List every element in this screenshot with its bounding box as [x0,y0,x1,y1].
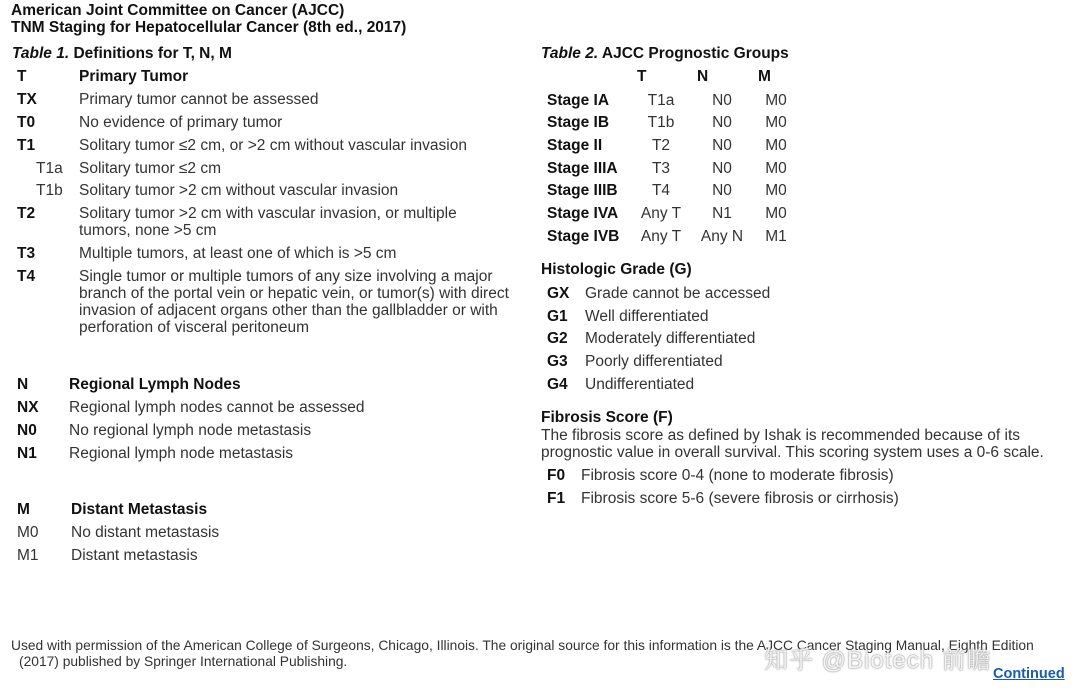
fibrosis-text-f0: Fibrosis score 0-4 (none to moderate fibrosis) [581,467,894,484]
stage-t-iva: Any T [640,205,682,222]
metastasis-text-m1: Distant metastasis [71,547,198,564]
header-title-line2: TNM Staging for Hepatocellular Cancer (8th ed., 2017) [11,19,407,36]
stage-n-ia: N0 [712,92,732,109]
table2-col-n: N [697,68,709,85]
nodes-code-nx: NX [17,399,39,416]
table2-col-m: M [758,68,771,85]
fibrosis-description-line2: prognostic value in overall survival. This scoring system uses a 0-6 scale. [541,444,1044,461]
stage-n-iiib: N0 [712,182,732,199]
tumor-code-t1b: T1b [36,182,63,199]
table1-caption-text: Definitions for T, N, M [69,45,232,62]
table2-caption-text: AJCC Prognostic Groups [598,45,789,62]
table2-caption-label: Table 2. [541,45,599,62]
watermark: 知乎 @Biotech 前瞻 [764,647,992,674]
tumor-head-code: T [17,68,27,85]
stage-m-ivb: M1 [765,228,787,245]
tumor-code-t4: T4 [17,268,36,285]
grade-code-g4: G4 [547,376,568,393]
tumor-text-t0: No evidence of primary tumor [79,114,283,131]
continued-link[interactable]: Continued [993,666,1065,682]
grade-code-g3: G3 [547,353,568,370]
nodes-code-n1: N1 [17,445,37,462]
table1-caption [12,45,232,63]
tumor-text-t1b: Solitary tumor >2 cm without vascular invasion [79,182,399,199]
stage-m-iiia: M0 [765,160,787,177]
grade-text-g4: Undifferentiated [585,376,695,393]
stage-label-ii: Stage II [547,137,603,154]
fibrosis-text-f1: Fibrosis score 5-6 (severe fibrosis or cirrhosis) [581,490,899,507]
fibrosis-title: Fibrosis Score (F) [541,409,673,426]
tumor-code-tx: TX [17,91,37,108]
table1-caption-label: Table 1. [12,45,70,62]
tumor-code-t1: T1 [17,137,36,154]
nodes-code-n0: N0 [17,422,37,439]
fibrosis-code-f0: F0 [547,467,566,484]
metastasis-head-code: M [17,501,30,518]
stage-n-ib: N0 [712,114,732,131]
tumor-code-t3: T3 [17,245,36,262]
nodes-text-n0: No regional lymph node metastasis [69,422,312,439]
grade-code-g2: G2 [547,330,568,347]
metastasis-text-m0: No distant metastasis [71,524,220,541]
stage-m-iiib: M0 [765,182,787,199]
metastasis-code-m1: M1 [17,547,39,564]
tumor-code-t2: T2 [17,205,36,222]
stage-m-ib: M0 [765,114,787,131]
stage-n-ivb: Any N [700,228,744,245]
stage-t-iiia: T3 [651,160,671,177]
stage-label-iva: Stage IVA [547,205,619,222]
fibrosis-code-f1: F1 [547,490,566,507]
stage-label-iiia: Stage IIIA [547,160,618,177]
grade-text-gx: Grade cannot be accessed [585,285,771,302]
stage-n-iiia: N0 [712,160,732,177]
tumor-text-t1: Solitary tumor ≤2 cm, or >2 cm without vascular invasion [79,137,467,154]
stage-t-ivb: Any T [640,228,682,245]
stage-label-ib: Stage IB [547,114,610,131]
stage-m-iva: M0 [765,205,787,222]
grade-code-gx: GX [547,285,570,302]
stage-n-iva: N1 [712,205,732,222]
footer-permission-line1: Used with permission of the American College of Surgeons, Chicago, Illinois. The original source for this information is the AJCC Cancer Staging Manual, Eighth Edition [11,638,1034,653]
tumor-text-t3: Multiple tumors, at least one of which is >5 cm [79,245,397,262]
grade-title: Histologic Grade (G) [541,261,692,278]
grade-text-g1: Well differentiated [585,308,709,325]
header-title-line1: American Joint Committee on Cancer (AJCC) [11,2,345,19]
tumor-text-t4: Single tumor or multiple tumors of any size involving a major branch of the portal vein or hepatic vein, or tumor(s) with direct invasion of adjacent organs other than the gallbladder or with perforation of visceral peritoneum [79,268,509,336]
tumor-text-t1a: Solitary tumor ≤2 cm [79,160,222,177]
stage-t-ib: T1b [647,114,675,131]
tumor-text-tx: Primary tumor cannot be assessed [79,91,319,108]
stage-label-ivb: Stage IVB [547,228,620,245]
stage-m-ii: M0 [765,137,787,154]
nodes-head-code: N [17,376,29,393]
metastasis-head-label: Distant Metastasis [71,501,208,518]
tumor-code-t0: T0 [17,114,36,131]
stage-t-iiib: T4 [651,182,671,199]
metastasis-code-m0: M0 [17,524,39,541]
table2-col-t: T [637,68,647,85]
tumor-head-label: Primary Tumor [79,68,189,85]
stage-m-ia: M0 [765,92,787,109]
tumor-code-t1a: T1a [36,160,63,177]
stage-label-ia: Stage IA [547,92,610,109]
nodes-head-label: Regional Lymph Nodes [69,376,241,393]
fibrosis-description-line1: The fibrosis score as defined by Ishak is recommended because of its [541,427,1021,444]
stage-t-ii: T2 [651,137,671,154]
table2-caption [541,45,789,63]
stage-t-ia: T1a [647,92,675,109]
tumor-text-t2: Solitary tumor >2 cm with vascular invasion, or multiple tumors, none >5 cm [79,205,457,239]
stage-n-ii: N0 [712,137,732,154]
footer-permission-line2: (2017) published by Springer International Publishing. [19,654,348,669]
grade-text-g3: Poorly differentiated [585,353,723,370]
grade-code-g1: G1 [547,308,568,325]
grade-text-g2: Moderately differentiated [585,330,756,347]
stage-label-iiib: Stage IIIB [547,182,618,199]
nodes-text-nx: Regional lymph nodes cannot be assessed [69,399,365,416]
nodes-text-n1: Regional lymph node metastasis [69,445,294,462]
